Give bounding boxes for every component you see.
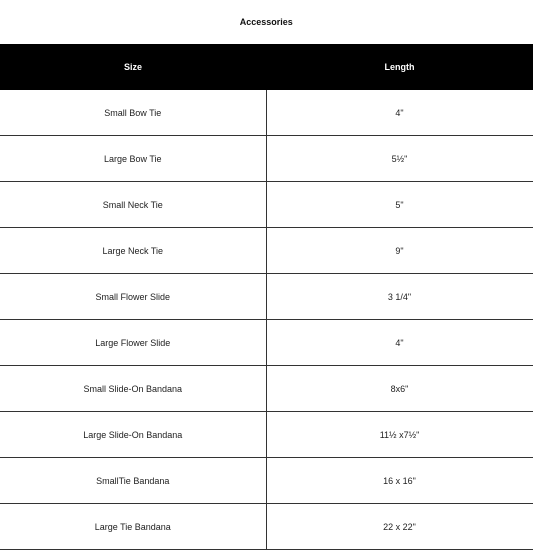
length-cell: 4" (266, 90, 533, 136)
length-cell: 8x6" (266, 366, 533, 412)
size-cell: Small Neck Tie (0, 182, 266, 228)
column-header-length: Length (266, 44, 533, 90)
table-row (0, 136, 533, 182)
size-cell: Large Tie Bandana (0, 504, 266, 550)
table-row (0, 504, 533, 550)
table-row (0, 366, 533, 412)
table-row (0, 458, 533, 504)
size-cell: Large Slide-On Bandana (0, 412, 266, 458)
length-cell: 16 x 16" (266, 458, 533, 504)
table-row (0, 90, 533, 136)
table-row (0, 182, 533, 228)
table-title-row (0, 0, 533, 44)
table-title: Accessories (0, 0, 533, 44)
size-cell: Small Bow Tie (0, 90, 266, 136)
size-cell: SmallTie Bandana (0, 458, 266, 504)
table-row (0, 320, 533, 366)
length-cell: 5½" (266, 136, 533, 182)
length-cell: 4" (266, 320, 533, 366)
length-cell: 22 x 22" (266, 504, 533, 550)
size-cell: Small Flower Slide (0, 274, 266, 320)
length-cell: 9" (266, 228, 533, 274)
length-cell: 11½ x7½" (266, 412, 533, 458)
size-cell: Large Bow Tie (0, 136, 266, 182)
table-row (0, 412, 533, 458)
size-cell: Large Neck Tie (0, 228, 266, 274)
length-cell: 5" (266, 182, 533, 228)
length-cell: 3 1/4" (266, 274, 533, 320)
table-row (0, 228, 533, 274)
table-header-row (0, 44, 533, 90)
size-cell: Large Flower Slide (0, 320, 266, 366)
table-row (0, 274, 533, 320)
size-cell: Small Slide-On Bandana (0, 366, 266, 412)
column-header-size: Size (0, 44, 266, 90)
